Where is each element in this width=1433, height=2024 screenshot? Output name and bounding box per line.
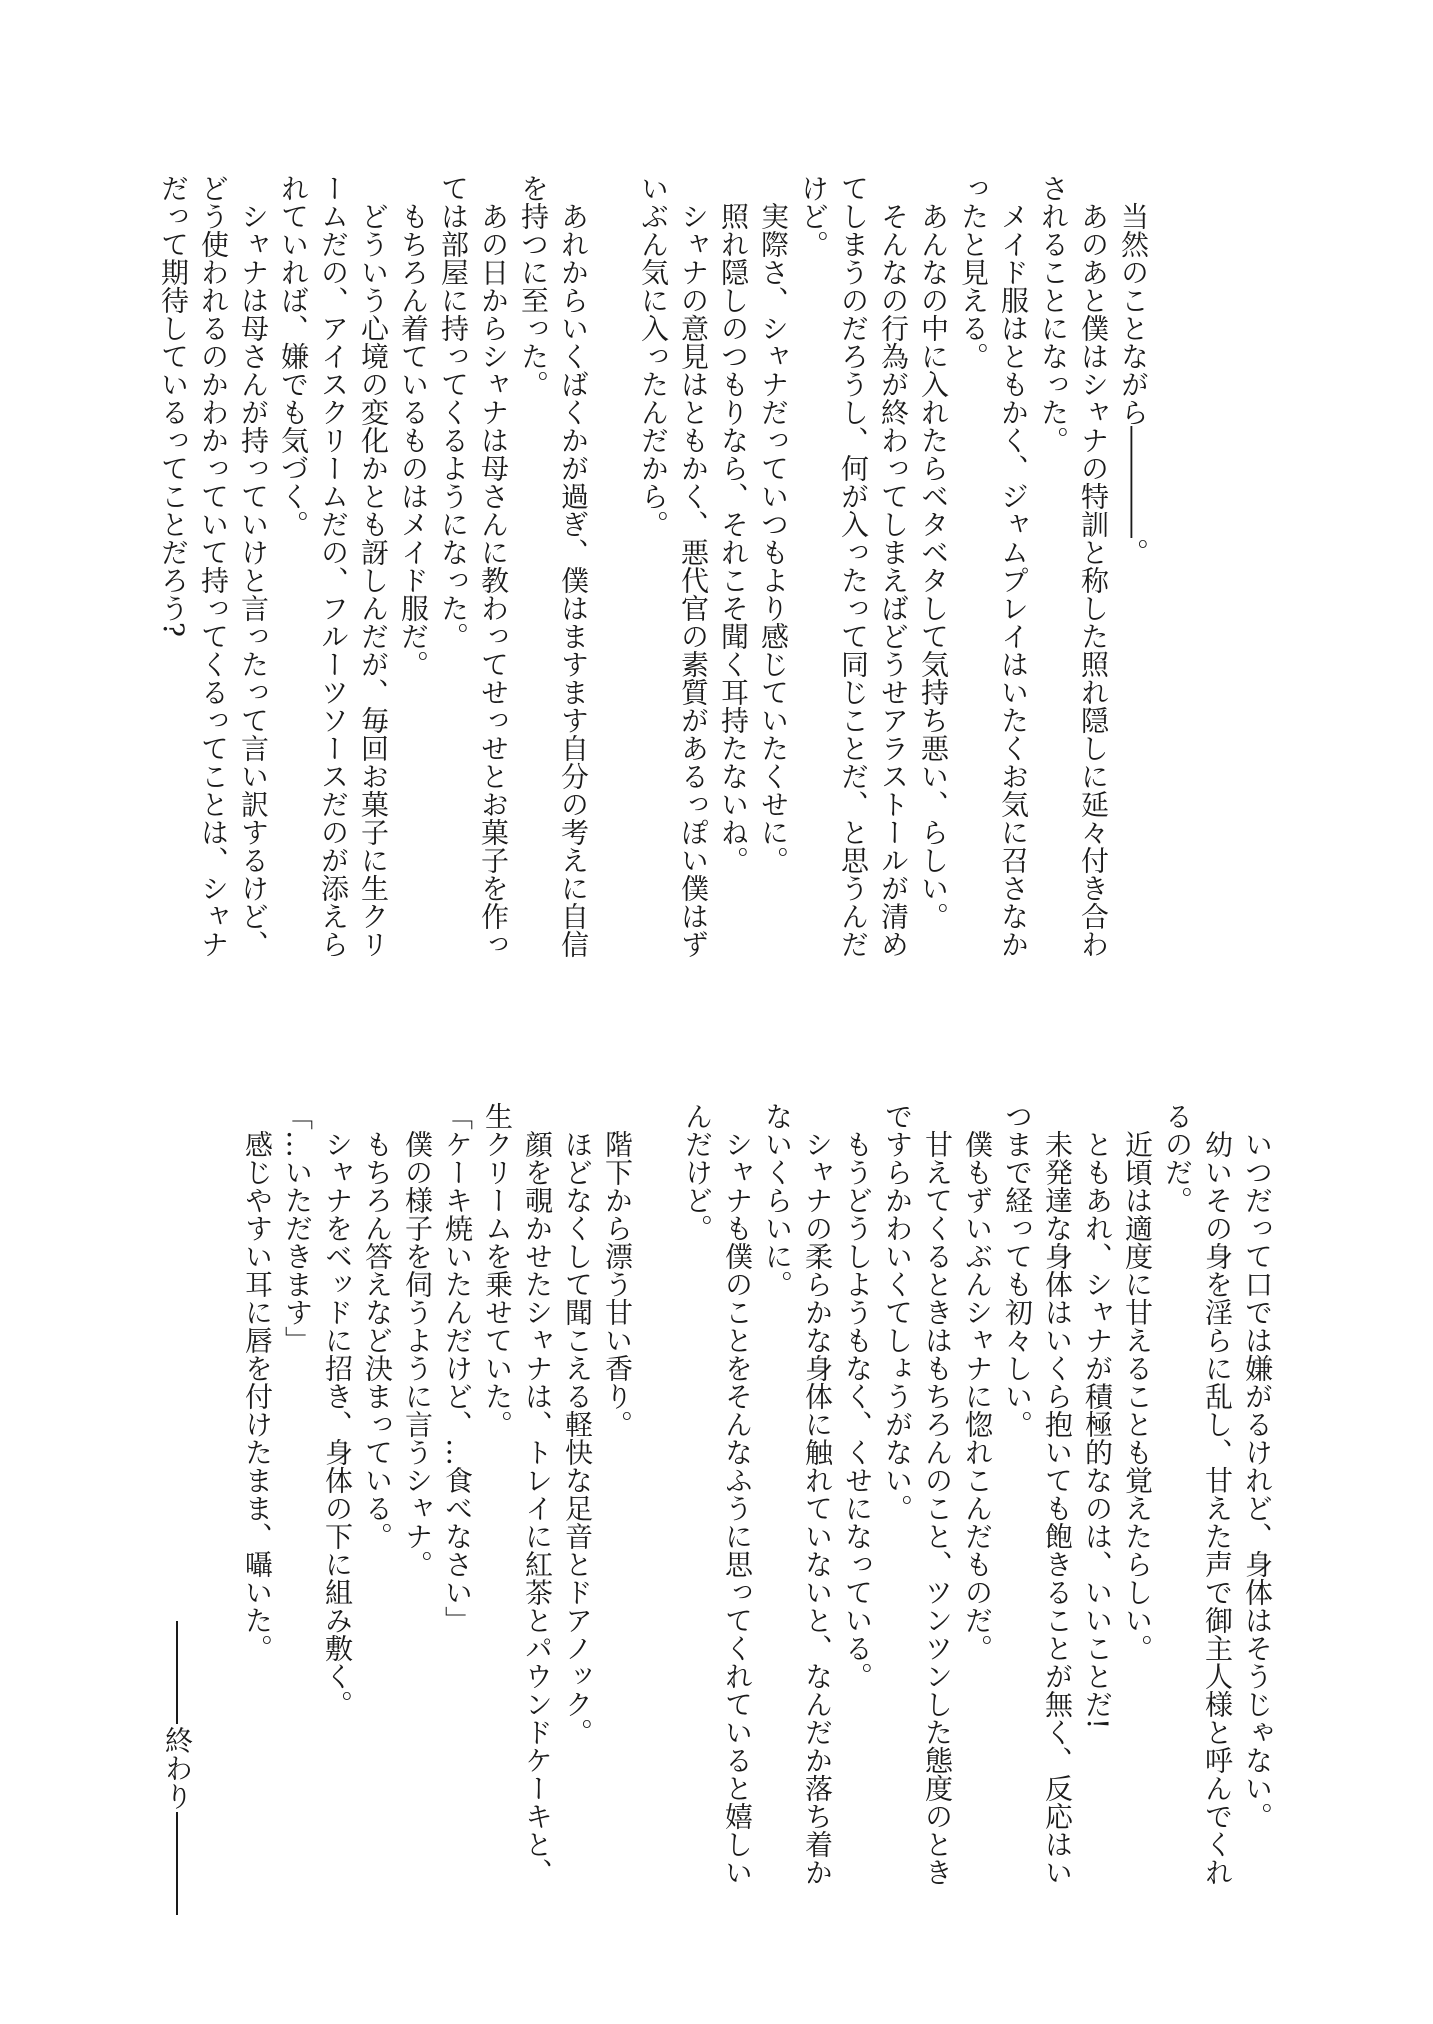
text-line: ームだの、アイスクリームだの、フルーツソースだのが添えら — [317, 174, 350, 958]
ending-dash-top — [176, 1621, 178, 1724]
text-line: いつだって口では嫌がるけれど、身体はそうじゃない。 — [1241, 1130, 1274, 1830]
text-line: あれからいくばくかが過ぎ、僕はますます自分の考えに自信 — [557, 202, 590, 958]
text-line: けど。 — [797, 174, 830, 258]
text-line: 甘えてくるときはもちろんのこと、ツンツンした態度のとき — [921, 1130, 954, 1886]
text-line: ほどなくして聞こえる軽快な足音とドアノック。 — [561, 1130, 594, 1746]
text-line: てしまうのだろうし、何が入ったって同じことだ、と思うんだ — [837, 174, 870, 958]
text-line: メイド服はともかく、ジャムプレイはいたくお気に召さなか — [997, 202, 1030, 958]
text-line: 生クリームを乗せていた。 — [481, 1102, 514, 1438]
ending-mark — [161, 1621, 194, 1915]
text-line: いぶん気に入ったんだから。 — [637, 174, 670, 538]
text-line: 僕もずいぶんシャナに惚れこんだものだ。 — [961, 1130, 994, 1662]
text-line: を持つに至った。 — [517, 174, 550, 398]
ending-dash-bottom — [176, 1812, 178, 1915]
text-line: もちろん着ているものはメイド服だ。 — [397, 202, 430, 678]
text-line: 僕の様子を伺うように言うシャナ。 — [401, 1130, 434, 1578]
text-line: 照れ隠しのつもりなら、それこそ聞く耳持たないね。 — [717, 202, 750, 874]
text-line: ては部屋に持ってくるようになった。 — [437, 174, 470, 650]
paragraph-break — [593, 174, 633, 958]
paragraph-break — [637, 1102, 677, 1886]
text-block-top — [153, 174, 1153, 958]
text-line: 当然のことながら――――。 — [1117, 202, 1150, 566]
text-line: されることになった。 — [1037, 174, 1070, 454]
text-line: シャナは母さんが持っていけと言ったって言い訳するけど、 — [237, 202, 270, 958]
text-block-bottom — [237, 1102, 1277, 1886]
text-line: ったと見える。 — [957, 174, 990, 370]
text-line: 近頃は適度に甘えることも覚えたらしい。 — [1121, 1130, 1154, 1662]
text-line: どういう心境の変化かとも訝しんだが、毎回お菓子に生クリ — [357, 202, 390, 958]
text-line: シャナの柔らかな身体に触れていないと、なんだか落ち着か — [801, 1130, 834, 1886]
text-line: れていれば、嫌でも気づく。 — [277, 174, 310, 538]
text-line: ですらかわいくてしょうがない。 — [881, 1102, 914, 1522]
text-line: だって期待しているってことだろう? — [157, 174, 190, 638]
text-line: 階下から漂う甘い香り。 — [601, 1130, 634, 1438]
text-line: 実際さ、シャナだっていつもより感じていたくせに。 — [757, 202, 790, 874]
text-line: そんなの行為が終わってしまえばどうせアラストールが清め — [877, 202, 910, 958]
text-line: 感じやすい耳に唇を付けたまま、囁いた。 — [241, 1130, 274, 1662]
text-line: んだけど。 — [681, 1102, 714, 1242]
text-line: 「ケーキ焼いたんだけど、…食べなさい」 — [441, 1102, 474, 1634]
text-line: シャナも僕のことをそんなふうに思ってくれていると嬉しい — [721, 1130, 754, 1886]
text-line: 未発達な身体はいくら抱いても飽きることが無く、反応はい — [1041, 1130, 1074, 1886]
text-line: 「…いただきます」 — [281, 1102, 314, 1354]
text-line: ないくらいに。 — [761, 1102, 794, 1298]
text-line: もうどうしようもなく、くせになっている。 — [841, 1130, 874, 1690]
text-line: 顔を覗かせたシャナは、トレイに紅茶とパウンドケーキと、 — [521, 1130, 554, 1886]
text-line: どう使われるのかわかっていて持ってくるってことは、シャナ — [197, 174, 230, 958]
text-line: シャナの意見はともかく、悪代官の素質があるっぽい僕はず — [677, 202, 710, 958]
ending-text: 終わり — [161, 1726, 194, 1810]
text-line: つまで経っても初々しい。 — [1001, 1102, 1034, 1438]
text-line: あんなの中に入れたらベタベタして気持ち悪い、らしい。 — [917, 202, 950, 930]
text-line: ともあれ、シャナが積極的なのは、いいことだ! — [1081, 1130, 1114, 1730]
text-line: 幼いその身を淫らに乱し、甘えた声で御主人様と呼んでくれ — [1201, 1130, 1234, 1886]
text-line: もちろん答えなど決まっている。 — [361, 1130, 394, 1550]
text-line: シャナをベッドに招き、身体の下に組み敷く。 — [321, 1130, 354, 1718]
text-line: るのだ。 — [1161, 1102, 1194, 1214]
text-line: あの日からシャナは母さんに教わってせっせとお菓子を作っ — [477, 202, 510, 958]
text-line: あのあと僕はシャナの特訓と称した照れ隠しに延々付き合わ — [1077, 202, 1110, 958]
